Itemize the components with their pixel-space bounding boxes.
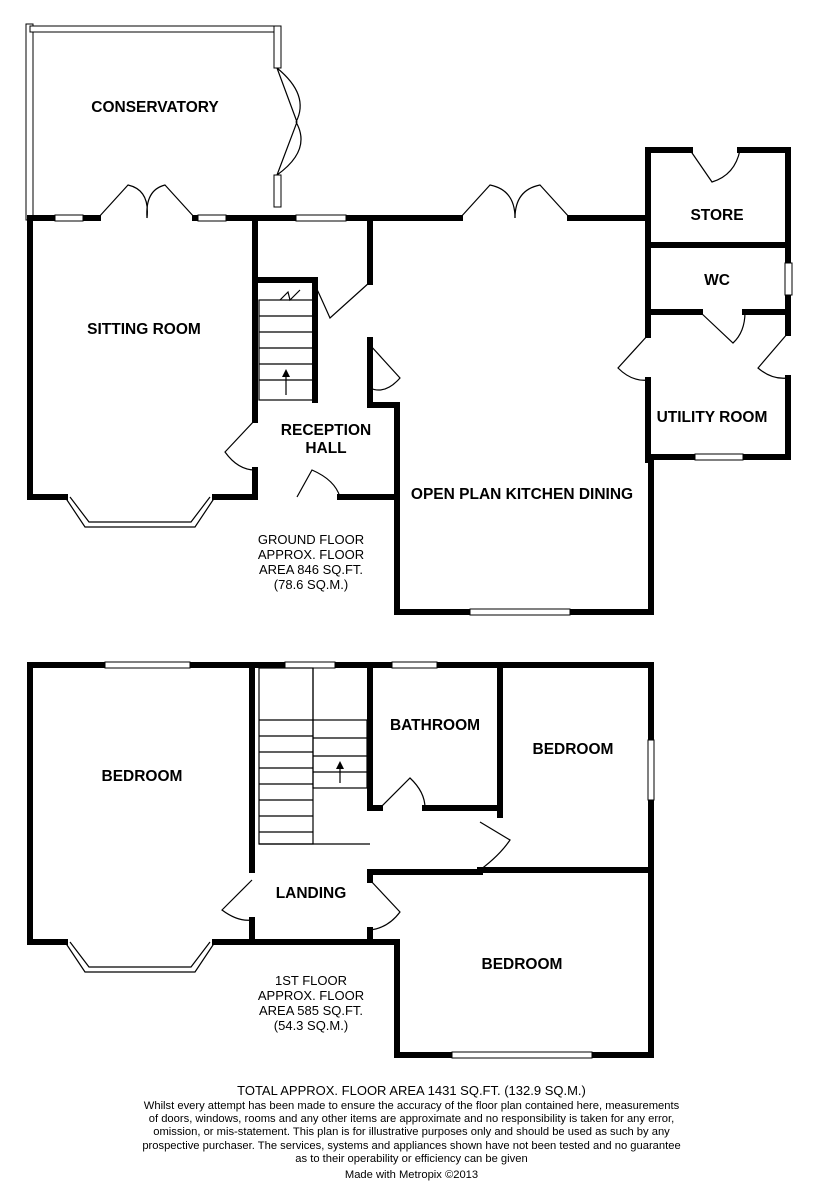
- ground-floor-area-line3: AREA 846 SQ.FT.: [258, 562, 364, 577]
- ground-floor-area-line1: GROUND FLOOR: [257, 532, 365, 547]
- wc-label: WC: [704, 272, 730, 289]
- bedroom-bottom-label: BEDROOM: [481, 956, 563, 973]
- bedroom-right-label: BEDROOM: [532, 741, 614, 758]
- reception-hall-label-line1: RECEPTION: [280, 422, 372, 439]
- reception-hall-label-line2: HALL: [305, 440, 347, 457]
- ground-stairs: [259, 290, 313, 400]
- landing-label: LANDING: [275, 885, 347, 902]
- disclaimer: [0, 1100, 823, 1166]
- sitting-room-label: SITTING ROOM: [87, 321, 201, 338]
- conservatory-label: CONSERVATORY: [91, 99, 219, 116]
- ground-floor-area-line2: APPROX. FLOOR: [257, 547, 365, 562]
- first-floor-plan: [30, 662, 654, 1058]
- disclaimer-line: Whilst every attempt has been made to ensure the accuracy of the floor plan contained here, measurements: [143, 1100, 680, 1112]
- disclaimer-line: omission, or mis-statement. This plan is for illustrative purposes only and should be used as such by any: [153, 1126, 670, 1139]
- sitting-room-walls: [30, 185, 270, 527]
- disclaimer-line: as to their operability or efficiency can be given: [295, 1152, 528, 1165]
- credit: Made with Metropix ©2013: [344, 1169, 479, 1181]
- ground-floor-area-line4: (78.6 SQ.M.): [273, 577, 349, 592]
- disclaimer-line: prospective purchaser. The services, systems and appliances shown have not been tested and no guarantee: [142, 1139, 681, 1152]
- reception-hall-walls: [255, 215, 460, 497]
- first-floor-area-line4: (54.3 SQ.M.): [273, 1018, 349, 1033]
- bathroom-label: BATHROOM: [389, 717, 481, 734]
- conservatory-outline: [26, 24, 301, 220]
- first-floor-area-line3: AREA 585 SQ.FT.: [258, 1003, 364, 1018]
- first-floor-outer-walls: [30, 662, 654, 972]
- bedroom-left-label: BEDROOM: [101, 768, 183, 785]
- disclaimer-line: of doors, windows, rooms and any other items are approximate and no responsibility is taken for any error,: [148, 1113, 675, 1126]
- first-floor-area-line1: 1ST FLOOR: [274, 973, 348, 988]
- first-floor-area-line2: APPROX. FLOOR: [257, 988, 365, 1003]
- utility-room-label: UTILITY ROOM: [656, 409, 768, 426]
- ground-floor-plan: [26, 24, 792, 615]
- total-floor-area: TOTAL APPROX. FLOOR AREA 1431 SQ.FT. (132.9 SQ.M.): [237, 1083, 586, 1098]
- store-label: STORE: [690, 207, 744, 224]
- kitchen-dining-label: OPEN PLAN KITCHEN DINING: [410, 486, 634, 503]
